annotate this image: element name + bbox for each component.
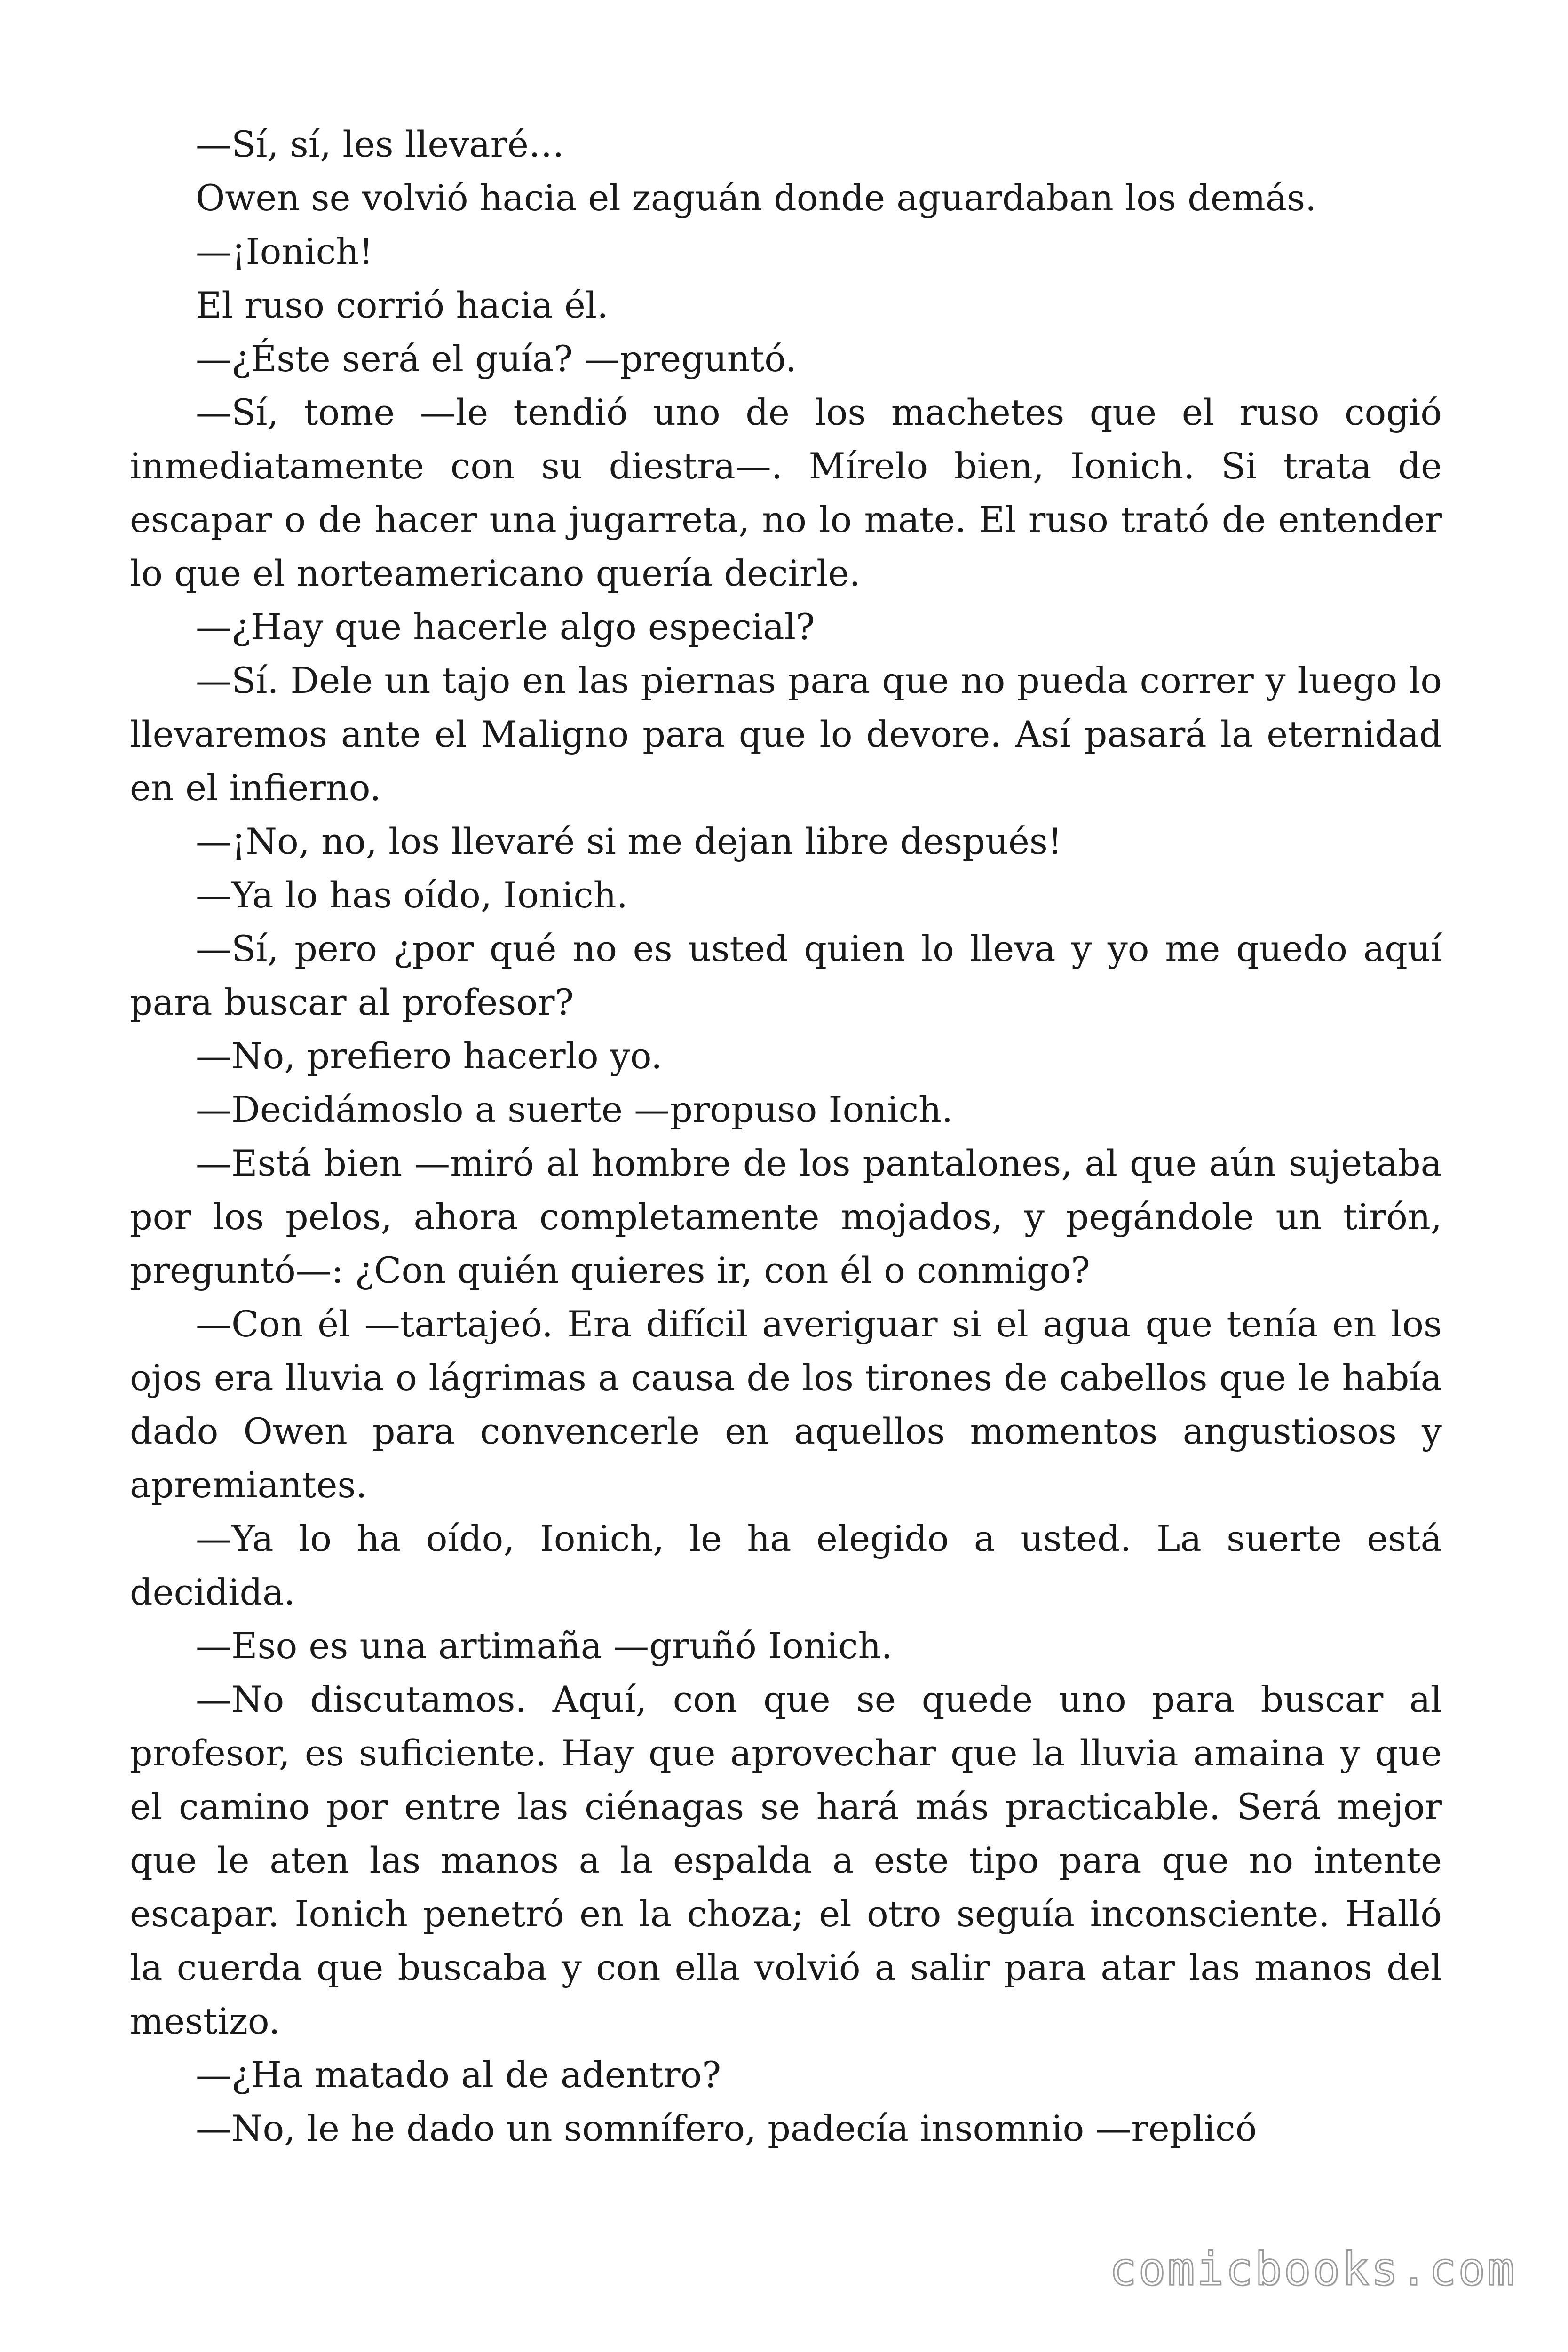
paragraph: —Ya lo ha oído, Ionich, le ha elegido a usted. La suerte está decidida. [130, 1518, 1442, 1613]
paragraph: —¡Ionich! [196, 230, 373, 272]
paragraph: —Eso es una artimaña —gruñó Ionich. [196, 1625, 893, 1667]
paragraph: —¡No, no, los llevaré si me dejan libre después! [196, 820, 1062, 862]
paragraph: —Decidámoslo a suerte —propuso Ionich. [196, 1089, 953, 1130]
paragraph: —Ya lo has oído, Ionich. [196, 874, 628, 916]
paragraph: —Está bien —miró al hombre de los pantalones, al que aún sujetaba por los pelos, ahora completamente mojados, y pegándole un tirón, preguntó—: ¿Con quién quieres ir, con él o conmigo? [130, 1142, 1442, 1291]
paragraph: —No, le he dado un somnífero, padecía insomnio —replicó [196, 2107, 1257, 2149]
paragraph: —Sí. Dele un tajo en las piernas para que no pueda correr y luego lo llevaremos ante el Maligno para que lo devore. Así pasará la eternidad en el infierno. [130, 660, 1442, 809]
paragraph: —Con él —tartajeó. Era difícil averiguar si el agua que tenía en los ojos era lluvia o lágrimas a causa de los tirones de cabellos que le había dado Owen para convencerle en aquellos momentos angustiosos y apremiantes. [130, 1303, 1442, 1506]
paragraph: Owen se volvió hacia el zaguán donde aguardaban los demás. [196, 177, 1317, 219]
paragraph: —¿Éste será el guía? —preguntó. [196, 338, 797, 380]
paragraph: —¿Ha matado al de adentro? [196, 2054, 721, 2096]
book-page-text [130, 118, 1442, 2155]
paragraph: —¿Hay que hacerle algo especial? [196, 606, 815, 648]
paragraph: El ruso corrió hacia él. [196, 284, 609, 326]
paragraph: —No discutamos. Aquí, con que se quede uno para buscar al profesor, es suficiente. Hay que aprovechar que la lluvia amaina y que el camino por entre las ciénagas se hará más practicable. Será mejor que le aten las manos a la espalda a este tipo para que no intente escapar. Ionich penetró en la choza; el otro seguía inconsciente. Halló la cuerda que buscaba y con ella volvió a salir para atar las manos del mestizo. [130, 1678, 1442, 2042]
watermark: comicbooks.com [1109, 2243, 1516, 2296]
paragraph: —No, prefiero hacerlo yo. [196, 1035, 663, 1077]
paragraph: —Sí, pero ¿por qué no es usted quien lo lleva y yo me quedo aquí para buscar al profesor? [130, 928, 1442, 1023]
paragraph: —Sí, sí, les llevaré… [196, 123, 564, 165]
paragraph: —Sí, tome —le tendió uno de los machetes que el ruso cogió inmediatamente con su diestra—. Mírelo bien, Ionich. Si trata de escapar o de hacer una jugarreta, no lo mate. El ruso trató de entender lo que el norteamericano quería decirle. [130, 391, 1442, 594]
